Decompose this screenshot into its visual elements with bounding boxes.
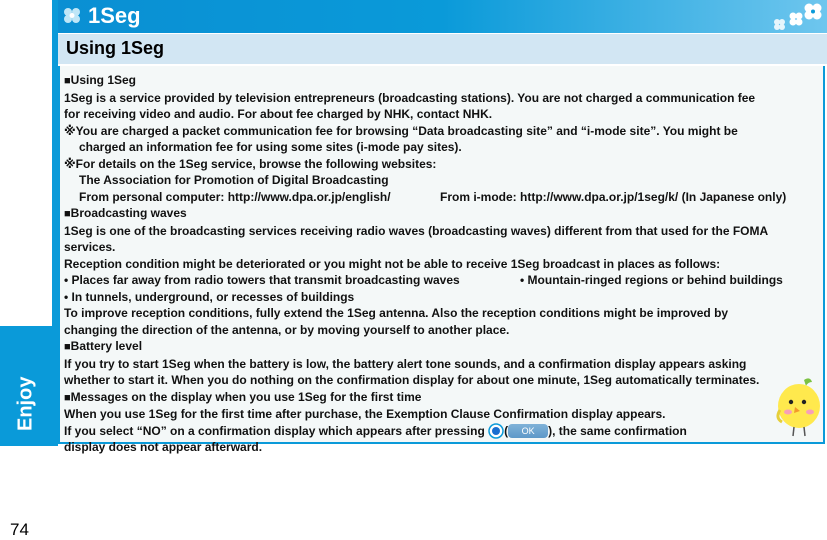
heading-battery: ■Battery level — [64, 339, 143, 353]
nav-key-icon — [488, 423, 504, 439]
heading-waves: ■Broadcasting waves — [64, 206, 187, 220]
body-text — [64, 72, 822, 456]
note-line: charged an information fee for using some sites (i-mode pay sites). — [79, 140, 462, 154]
paragraph-line: When you use 1Seg for the first time after purchase, the Exemption Clause Confirmation display appears. — [64, 407, 666, 421]
page-title: 1Seg — [88, 3, 141, 28]
paragraph-line: services. — [64, 240, 116, 254]
website-row — [64, 189, 822, 206]
paragraph-line: whether to start it. When you do nothing on the confirmation display for about one minute, 1Seg automatically terminates. — [64, 373, 760, 387]
note-line: ※You are charged a packet communication fee for browsing “Data broadcasting site” and “i-mode site”. You might be — [64, 123, 738, 138]
section-header — [58, 34, 827, 64]
flowers-decoration-icon — [769, 2, 823, 30]
paragraph-line: If you select “NO” on a confirmation display which appears after pressing ( OK ), the same confirmation — [64, 423, 687, 438]
bird-mascot-icon — [774, 376, 824, 438]
paragraph-line: display does not appear afterward. — [64, 440, 263, 455]
bullet-item: • Places far away from radio towers that transmit broadcasting waves — [64, 273, 460, 287]
note-line: ※For details on the 1Seg service, browse the following websites: — [64, 156, 437, 171]
paragraph-line: for receiving video and audio. For about fee charged by NHK, contact NHK. — [64, 107, 493, 121]
imode-site-link[interactable]: From i-mode: http://www.dpa.or.jp/1seg/k/ (In Japanese only) — [440, 189, 787, 204]
side-tab-label: Enjoy — [14, 376, 37, 432]
flower-icon — [62, 6, 84, 26]
association-name: The Association for Promotion of Digital Broadcasting — [79, 173, 389, 187]
heading-using: ■Using 1Seg — [64, 73, 137, 87]
bullet-item: • Mountain-ringed regions or behind buildings — [520, 273, 783, 287]
page-header — [58, 0, 827, 33]
page-number: 74 — [10, 520, 29, 539]
paragraph-line: 1Seg is a service provided by television entrepreneurs (broadcasting stations). You are not charged a communication fee — [64, 90, 756, 105]
pc-site-link[interactable]: From personal computer: http://www.dpa.or.jp/english/ — [79, 189, 391, 204]
bullet-item: • In tunnels, underground, or recesses of buildings — [64, 289, 355, 304]
paragraph-line: Reception condition might be deteriorated or you might not be able to receive 1Seg broadcast in places as follows: — [64, 256, 721, 271]
paragraph-line: To improve reception conditions, fully extend the 1Seg antenna. Also the reception conditions might be improved by — [64, 306, 729, 320]
heading-messages: ■Messages on the display when you use 1Seg for the first time — [64, 389, 422, 404]
section-title: Using 1Seg — [66, 38, 165, 58]
paragraph-line: changing the direction of the antenna, or by moving yourself to another place. — [64, 322, 510, 337]
paragraph-line: 1Seg is one of the broadcasting services receiving radio waves (broadcasting waves) different from that used for the FOMA — [64, 223, 769, 238]
bullet-row — [64, 272, 822, 289]
ok-key-icon: OK — [508, 424, 548, 438]
paragraph-line: If you try to start 1Seg when the battery is low, the battery alert tone sounds, and a confirmation display appears asking — [64, 356, 747, 371]
